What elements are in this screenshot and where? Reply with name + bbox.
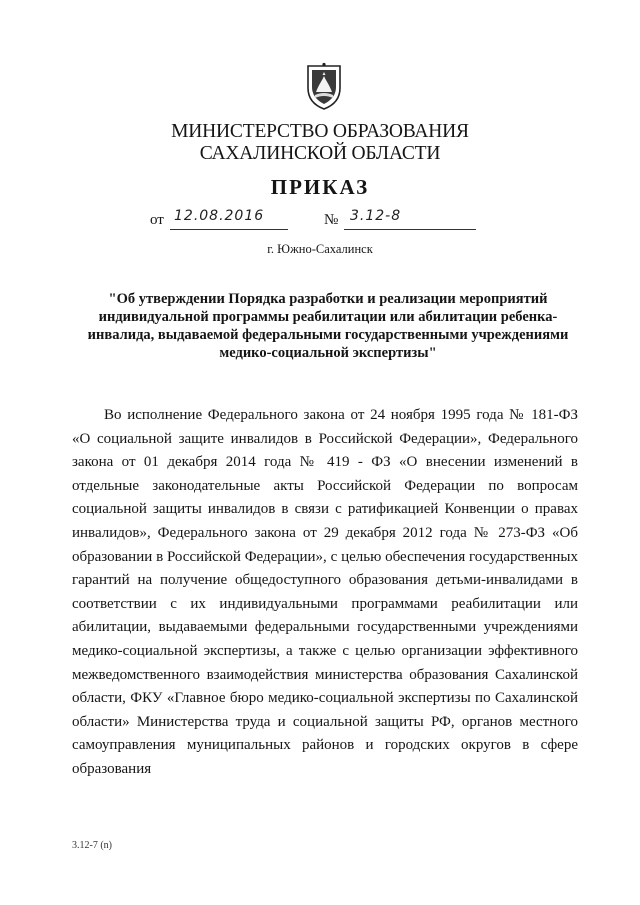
order-body [72,404,578,782]
ministry-name-line1: МИНИСТЕРСТВО ОБРАЗОВАНИЯ [171,121,469,142]
coat-of-arms-icon [304,62,344,110]
form-code: 3.12-7 (n) [72,840,112,851]
body-paragraph: Во исполнение Федерального закона от 24 ноября 1995 года № 181-ФЗ «О социальной защите инвалидов в Российской Федерации», Федерального закона от 01 декабря 2014 года № 419 - ФЗ «О внесении изменений в отдельные законодательные акты Российской Федерации по вопросам социальной защиты инвалидов в связи с ратификацией Конвенции о правах инвалидов», Федерального закона от 29 декабря 2012 года № 273-ФЗ «Об образовании в Российской Федерации», с целью обеспечения государственных гарантий на получение общедоступного образования детьми-инвалидами в соответствии с их индивидуальными программами реабилитации или абилитации, выдаваемыми федеральными государственными учреждениями медико-социальной экспертизы, а также с целью организации эффективного межведомственного взаимодействия министерства образования Сахалинской области, ФКУ «Главное бюро медико-социальной экспертизы по Сахалинской области» Министерства труда и социальной защиты РФ, органов местного самоуправления муниципальных районов и городских округов в сфере образования [72,407,578,777]
date-underline [170,229,288,230]
order-heading: "Об утверждении Порядка разработки и реализации мероприятий индивидуальной программы реабилитации или абилитации ребенка-инвалида, выдаваемой федеральными государственными учреждениями медико-социальной экспертизы" [87,291,569,361]
number-label: № [324,212,339,228]
document-type-title: ПРИКАЗ [270,175,370,199]
date-label: от [150,212,164,228]
order-number-handwritten: 3.12-8 [350,208,402,224]
order-date-handwritten: 12.08.2016 [174,208,265,224]
city-line: г. Южно-Сахалинск [267,242,373,256]
ministry-name-line2: САХАЛИНСКОЙ ОБЛАСТИ [199,143,441,164]
number-underline [344,229,476,230]
